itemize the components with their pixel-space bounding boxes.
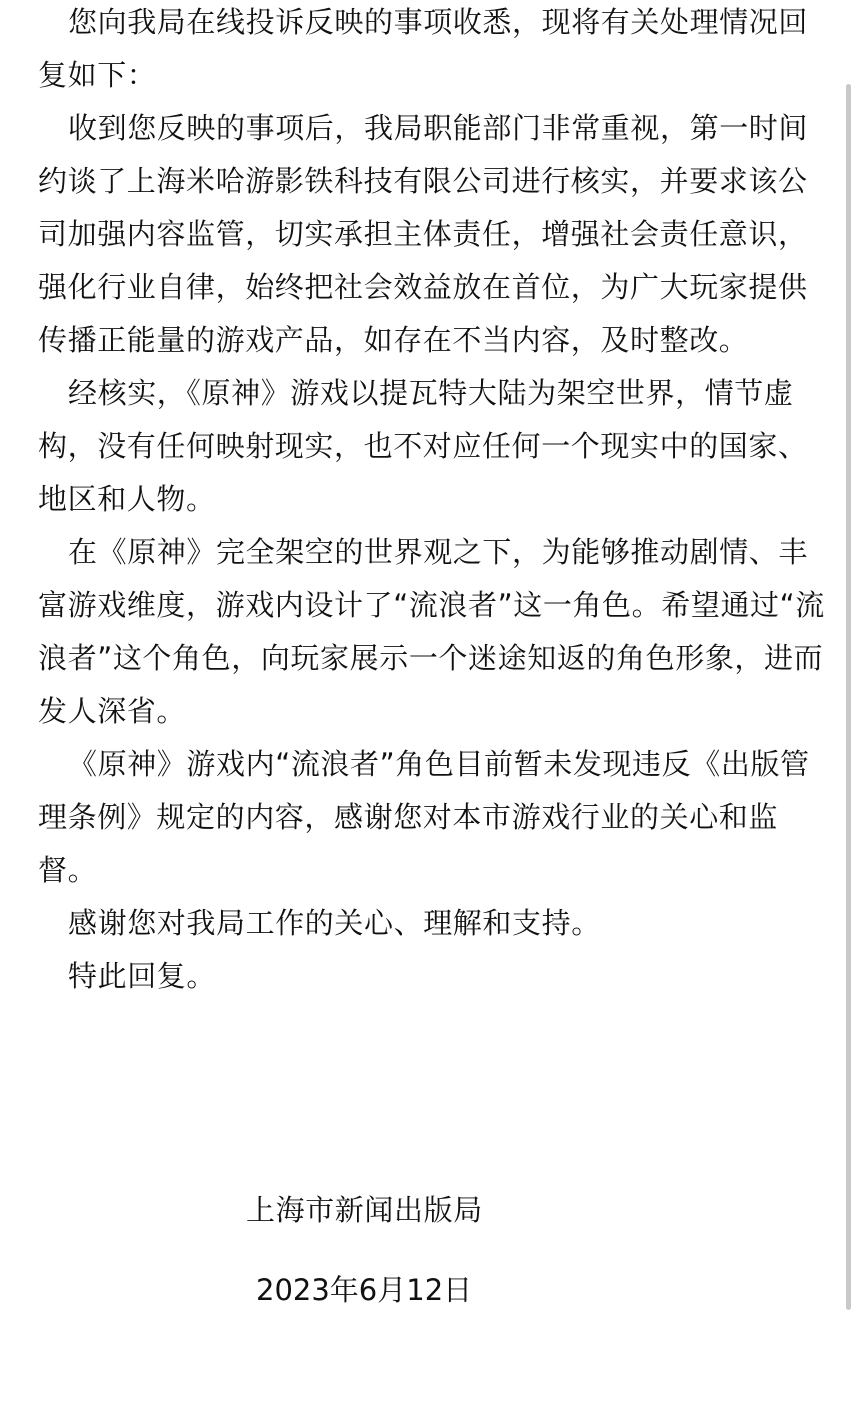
thanks-paragraph: 感谢您对我局工作的关心、理解和支持。: [68, 906, 601, 940]
conclusion-paragraph: 《原神》游戏内“流浪者”角色目前暂未发现违反《出版管理条例》规定的内容，感谢您对本市游戏行业的关心和监督。: [38, 747, 810, 887]
letter-body: [38, 0, 828, 1003]
vertical-scrollbar[interactable]: [846, 84, 851, 1310]
issue-date: 2023年6月12日: [256, 1273, 473, 1307]
verification-paragraph: 经核实，《原神》游戏以提瓦特大陆为架空世界，情节虚构，没有任何映射现实，也不对应任何一个现实中的国家、地区和人物。: [38, 376, 808, 516]
opening-paragraph: 您向我局在线投诉反映的事项收悉，现将有关处理情况回复如下：: [38, 5, 809, 92]
issuer-signature: 上海市新闻出版局: [246, 1193, 483, 1227]
closing-paragraph: 特此回复。: [68, 959, 217, 993]
character-design-paragraph: 在《原神》完全架空的世界观之下，为能够推动剧情、丰富游戏维度，游戏内设计了“流浪者”这一角色。希望通过“流浪者”这个角色，向玩家展示一个迷途知返的角色形象，进而发人深省。: [38, 535, 825, 728]
response-paragraph: 收到您反映的事项后，我局职能部门非常重视，第一时间约谈了上海米哈游影铁科技有限公司进行核实，并要求该公司加强内容监管，切实承担主体责任，增强社会责任意识，强化行业自律，始终把社会效益放在首位，为广大玩家提供传播正能量的游戏产品，如存在不当内容，及时整改。: [38, 111, 809, 357]
